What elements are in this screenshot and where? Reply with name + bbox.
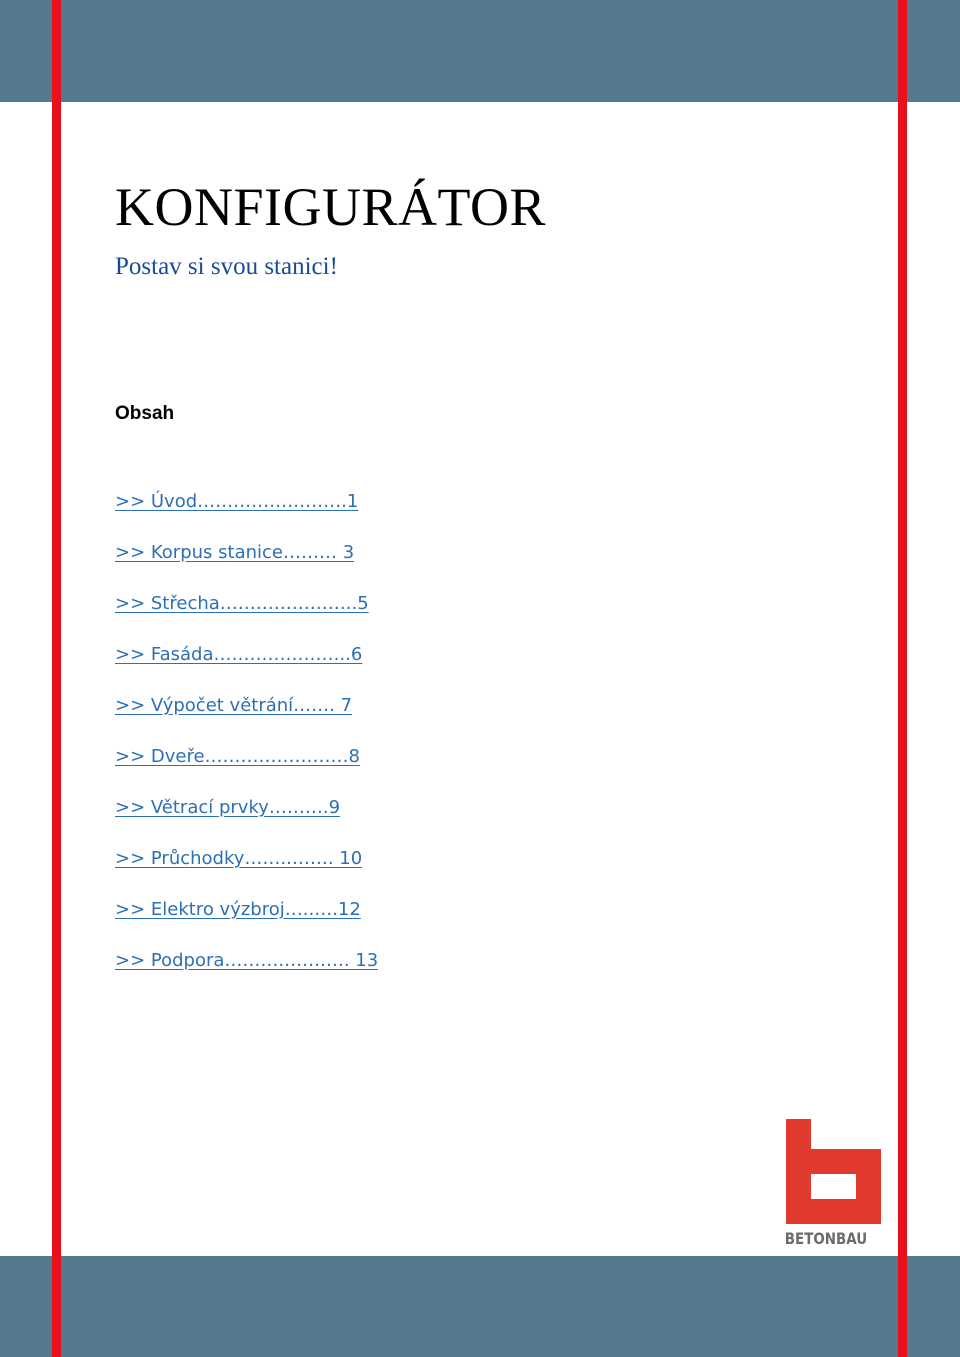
document-title: KONFIGURÁTOR: [115, 177, 547, 237]
toc-link-strecha[interactable]: >> Střecha…………………..5: [115, 593, 369, 614]
toc-item: [115, 643, 378, 694]
toc-item: [115, 847, 378, 898]
toc-link-podpora[interactable]: >> Podpora……….…….…. 13: [115, 950, 379, 971]
toc-item: [115, 592, 378, 643]
toc-heading: Obsah: [115, 403, 175, 424]
toc-link-korpus-stanice[interactable]: >> Korpus stanice……… 3: [115, 542, 355, 563]
toc-item: [115, 745, 378, 796]
toc-item: [115, 898, 378, 949]
toc-item: [115, 694, 378, 745]
toc-link-pruchodky[interactable]: >> Průchodky……..……. 10: [115, 848, 363, 869]
toc-link-dvere[interactable]: >> Dveře……………………8: [115, 746, 361, 767]
toc-link-vypocet-vetrani[interactable]: >> Výpočet větrání……. 7: [115, 695, 353, 716]
betonbau-logo: [784, 1117, 884, 1253]
toc-item: [115, 796, 378, 847]
toc-link-uvod[interactable]: >> Úvod…………………….1: [115, 491, 359, 512]
toc-link-vetraci-prvky[interactable]: >> Větrací prvky……….9: [115, 797, 341, 818]
toc-item: [115, 541, 378, 592]
toc-link-fasada[interactable]: >> Fasáda…………………..6: [115, 644, 363, 665]
footer-band: [0, 1256, 960, 1357]
document-subtitle: Postav si svou stanici!: [115, 253, 338, 280]
header-band: [0, 0, 960, 102]
right-red-rule: [898, 0, 907, 1357]
table-of-contents: [115, 490, 378, 1000]
toc-item: [115, 949, 378, 1000]
left-red-rule: [52, 0, 61, 1357]
logo-text: BETONBAU: [784, 1229, 868, 1248]
toc-item: [115, 490, 378, 541]
betonbau-logo-icon: [784, 1117, 884, 1227]
toc-link-elektro-vyzbroj[interactable]: >> Elektro výzbroj…..….12: [115, 899, 361, 920]
